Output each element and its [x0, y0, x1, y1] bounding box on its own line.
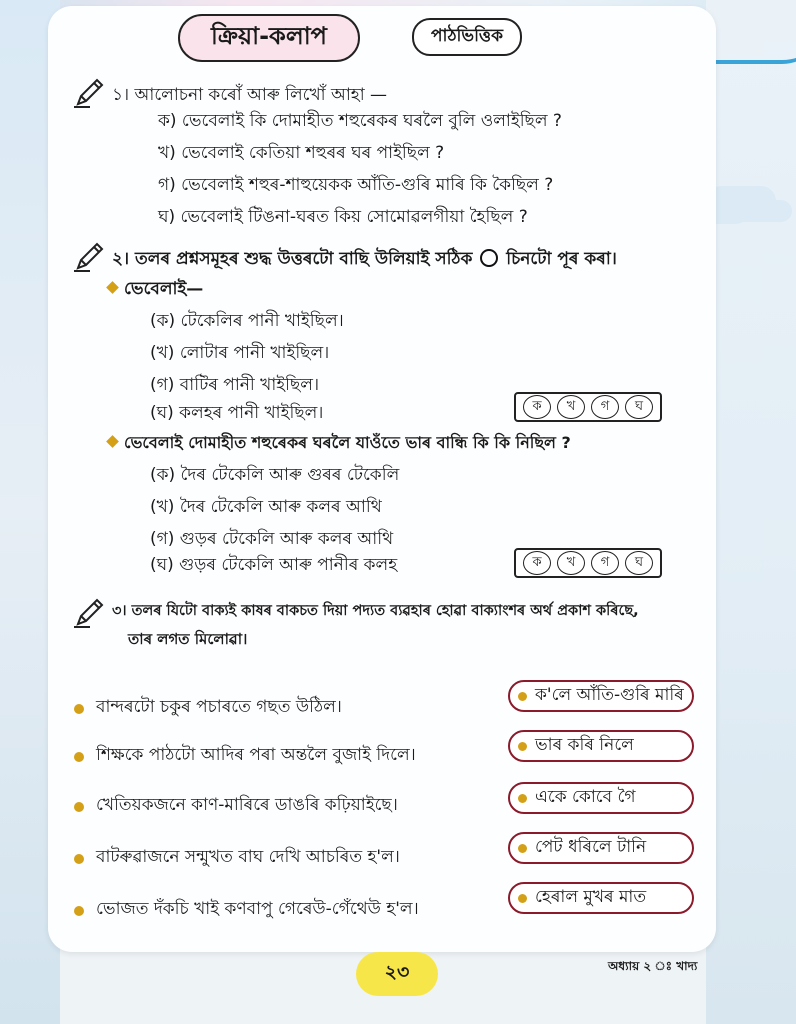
q2-option: (ঘ) গুড়ৰ টেকেলি আৰু পানীৰ কলহ	[150, 555, 398, 575]
answer-choice[interactable]: গ	[591, 551, 619, 575]
match-phrase[interactable]	[508, 782, 694, 814]
q1-item: ঘ) ভেবেলাই টিঙনা-ঘৰত কিয় সোমোৱলগীয়া হৈছিল ?	[158, 207, 528, 227]
match-sentence: বান্দৰটো চকুৰ পচাৰতে গছত উঠিল।	[96, 697, 342, 717]
bullet-dot-icon	[518, 742, 527, 751]
q1-item: ক) ভেবেলাই কি দোমাহীত শহুৰেকৰ ঘৰলৈ বুলি ওলাইছিল ?	[158, 111, 562, 131]
answer-choice[interactable]: ক	[523, 395, 551, 419]
answer-choice-box	[514, 548, 662, 578]
pencil-icon	[72, 596, 106, 630]
bullet-dot-icon	[518, 794, 527, 803]
q2-option: (ক) দৈৰ টেকেলি আৰু গুৰৰ টেকেলি	[150, 465, 400, 485]
bullet-dot-icon	[74, 802, 84, 812]
page-number: ২৩	[356, 952, 438, 996]
match-phrase[interactable]	[508, 832, 694, 864]
answer-choice-box	[514, 392, 662, 422]
bullet-dot-icon	[518, 844, 527, 853]
bullet-dot-icon	[518, 894, 527, 903]
q2-heading	[112, 246, 617, 274]
q2-heading-post: চিনটো পূৰ কৰা।	[506, 249, 617, 269]
answer-choice[interactable]: ঘ	[625, 551, 653, 575]
match-sentence: ভোজত দঁকচি খাই কণবাপু গেৰেউ-গেঁথেউ হ'ল।	[96, 899, 419, 919]
answer-choice[interactable]: ক	[523, 551, 551, 575]
section-title: ক্রিয়া-কলাপ	[178, 14, 360, 62]
q2-option: (গ) গুড়ৰ টেকেলি আৰু কলৰ আথি	[150, 529, 394, 549]
match-phrase-text: একে কোবে গৈ	[535, 787, 636, 807]
q2-option: (ক) টেকেলিৰ পানী খাইছিল।	[150, 311, 344, 331]
q2-heading-pre: ২। তলৰ প্ৰশ্নসমূহৰ শুদ্ধ উত্তৰটো বাছি উলিয়াই সঠিক	[112, 249, 473, 269]
q1-item: খ) ভেবেলাই কেতিয়া শহুৰৰ ঘৰ পাইছিল ?	[158, 143, 445, 163]
section-tag: পাঠভিত্তিক	[412, 18, 522, 56]
bullet-dot-icon	[74, 906, 84, 916]
match-phrase-text: ক'লে আঁতি-গুৰি মাৰি	[535, 685, 684, 705]
match-sentence: শিক্ষকে পাঠটো আদিৰ পৰা অন্তলৈ বুজাই দিলে।	[96, 745, 416, 765]
answer-choice[interactable]: গ	[591, 395, 619, 419]
answer-choice[interactable]: খ	[557, 395, 585, 419]
bullet-dot-icon	[518, 692, 527, 701]
match-phrase[interactable]	[508, 730, 694, 762]
match-phrase[interactable]	[508, 882, 694, 914]
q2-sub1-label: ভেবেলাই—	[124, 279, 204, 299]
match-phrase-text: ভাৰ কৰি নিলে	[535, 735, 634, 755]
answer-choice[interactable]: খ	[557, 551, 585, 575]
q1-item: গ) ভেবেলাই শহুৰ-শাহুয়েকক আঁতি-গুৰি মাৰি কি কৈছিল ?	[158, 175, 554, 195]
cloud-decoration	[706, 186, 776, 216]
q2-option: (খ) লোটাৰ পানী খাইছিল।	[150, 343, 330, 363]
q3-heading-line1: ৩। তলৰ যিটো বাক্যই কাষৰ বাকচত দিয়া পদ্যত ব্যৱহাৰ হোৱা বাক্যাংশৰ অৰ্থ প্ৰকাশ কৰিছে,	[112, 603, 639, 619]
q2-option: (খ) দৈৰ টেকেলি আৰু কলৰ আথি	[150, 497, 382, 517]
bullet-dot-icon	[74, 752, 84, 762]
q2-option: (ঘ) কলহৰ পানী খাইছিল।	[150, 403, 324, 423]
match-sentence: খেতিয়কজনে কাণ-মাৰিৰে ডাঙৰি কঢ়িয়াইছে।	[96, 795, 398, 815]
match-phrase-text: হেৰাল মুখৰ মাত	[535, 887, 647, 907]
q3-heading-line2: তাৰ লগত মিলোৱা।	[128, 630, 248, 648]
q2-sub2-label: ভেবেলাই দোমাহীত শহুৰেকৰ ঘৰলৈ যাওঁতে ভাৰ বান্ধি কি কি নিছিল ?	[124, 433, 571, 452]
bullet-dot-icon	[74, 854, 84, 864]
match-phrase-text: পেট ধৰিলে টানি	[535, 837, 647, 857]
q2-option: (গ) বাটিৰ পানী খাইছিল।	[150, 375, 320, 395]
page-right-margin	[706, 0, 796, 1024]
q1-heading: ১। আলোচনা কৰোঁ আৰু লিখোঁ আহা —	[112, 85, 388, 105]
answer-choice[interactable]: ঘ	[625, 395, 653, 419]
pencil-icon	[72, 76, 106, 110]
match-phrase[interactable]	[508, 680, 694, 712]
match-sentence: বাটৰুৱাজনে সন্মুখত বাঘ দেখি আচৰিত হ'ল।	[96, 847, 400, 867]
bullet-dot-icon	[74, 704, 84, 714]
chapter-label: অধ্যায় ২ ঃ খাদ্য	[608, 959, 698, 973]
circle-symbol-icon	[480, 249, 498, 267]
pencil-icon	[72, 240, 106, 274]
